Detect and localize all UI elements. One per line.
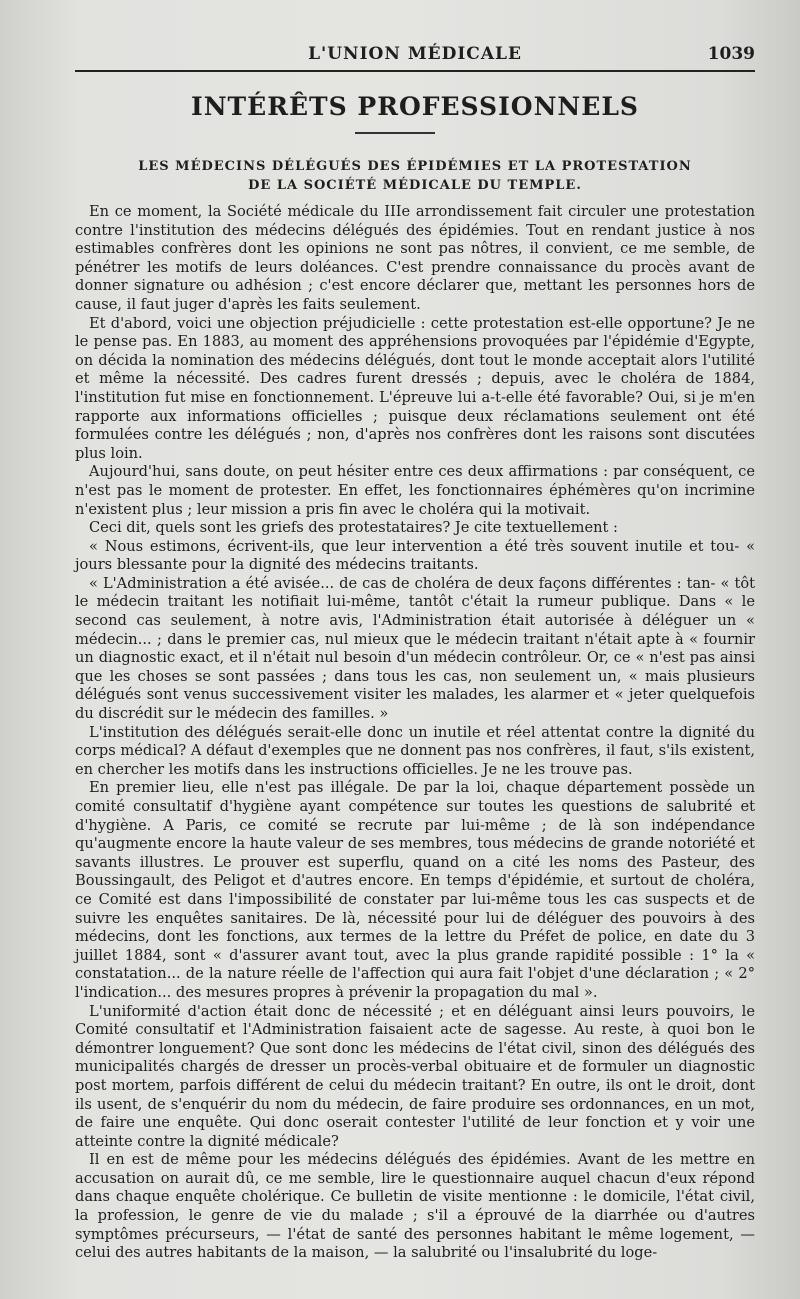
running-title: L'UNION MÉDICALE bbox=[308, 44, 522, 64]
article-subtitle bbox=[120, 157, 710, 195]
subtitle-line-2: DE LA SOCIÉTÉ MÉDICALE DU TEMPLE. bbox=[248, 178, 582, 193]
paragraph: Ceci dit, quels sont les griefs des protestataires? Je cite textuellement : bbox=[89, 519, 618, 537]
page-header bbox=[75, 40, 755, 72]
paragraph: Et d'abord, voici une objection préjudicielle : cette protestation est-elle opportune? Je ne le pense pas. En 1883, au moment des appréhensions provoquées par l'épidémie d'Egypte, on décida la nomination des médecins délégués, dont tout le monde acceptait alors l'utilité et même la nécessité. Des cadres furent dressés ; depuis, avec le choléra de 1884, l'institution fut mise en fonctionnement. L'épreuve lui a-t-elle été favorable? Oui, si je m'en rapporte aux informations officielles ; puisque deux réclamations seulement ont été formulées contre les délégués ; non, d'après nos confrères dont les raisons sont discutées plus loin. bbox=[75, 314, 755, 462]
title-rule bbox=[355, 132, 435, 134]
paragraph: L'uniformité d'action était donc de nécessité ; et en déléguant ainsi leurs pouvoirs, le Comité consultatif et l'Administration faisaient acte de sagesse. Au reste, à quoi bon le démontrer longuement? Que sont donc les médecins de l'état civil, sinon des délégués des municipalités chargés de dresser un procès-verbal obituaire et de formuler un diagnostic post mortem, parfois différent de celui du médecin traitant? En outre, ils ont le droit, dont ils usent, de s'enquérir du nom du médecin, de faire produire ses ordonnances, en un mot, de faire une enquête. Qui donc oserait contester l'utilité de leur fonction et y voir une atteinte contre la dignité médicale? bbox=[75, 1002, 755, 1150]
quotation-paragraph: « L'Administration a été avisée... de cas de choléra de deux façons différentes : tan- « tôt le médecin traitant les notifiait lui-même, tantôt c'était la rumeur publique. Dans « le second cas seulement, à notre avis, l'Administration était autorisée à déléguer un « médecin... ; dans le premier cas, nul mieux que le médecin traitant n'était apte à « fournir un diagnostic exact, et il n'était nul besoin d'un médecin contrôleur. Or, ce « n'est pas ainsi que les choses se sont passées ; dans tous les cas, non seulement un, « mais plusieurs délégués sont venus successivement visiter les malades, les alarmer et « jeter quelquefois du discrédit sur le médecin des familles. » bbox=[75, 574, 755, 723]
page-number: 1039 bbox=[707, 44, 755, 64]
quotation-paragraph: « Nous estimons, écrivent-ils, que leur intervention a été très souvent inutile et tou- « jours blessante pour la dignité des médecins traitants. bbox=[75, 537, 755, 574]
paragraph: Aujourd'hui, sans doute, on peut hésiter entre ces deux affirmations : par conséquent, ce n'est pas le moment de protester. En effet, les fonctionnaires éphémères qu'on incrimine n'existent plus ; leur mission a pris fin avec le choléra qui la motivait. bbox=[75, 463, 755, 518]
section-title: INTÉRÊTS PROFESSIONNELS bbox=[191, 92, 639, 121]
article-body bbox=[75, 203, 755, 1263]
paragraph: Il en est de même pour les médecins délégués des épidémies. Avant de les mettre en accusation on aurait dû, ce me semble, lire le questionnaire auquel chacun d'eux répond dans chaque enquête cholérique. Ce bulletin de visite mentionne : le domicile, l'état civil, la profession, le genre de vie du malade ; s'il a éprouvé de la diarrhée ou d'autres symptômes précurseurs, — l'état de santé des personnes habitant le même logement, — celui des autres habitants de la maison, — la salubrité ou l'insalubrité du loge- bbox=[75, 1151, 755, 1262]
subtitle-line-1: LES MÉDECINS DÉLÉGUÉS DES ÉPIDÉMIES ET LA PROTESTATION bbox=[138, 159, 692, 174]
paragraph: L'institution des délégués serait-elle donc un inutile et réel attentat contre la dignité du corps médical? A défaut d'exemples que ne donnent pas nos confrères, il faut, s'ils existent, en chercher les motifs dans les instructions officielles. Je ne les trouve pas. bbox=[75, 723, 755, 778]
paragraph: En premier lieu, elle n'est pas illégale. De par la loi, chaque département possède un comité consultatif d'hygiène ayant compétence sur toutes les questions de salubrité et d'hygiène. A Paris, ce comité se recrute par lui-même ; de là son indépendance qu'augmente encore la haute valeur de ses membres, tous médecins de grande notoriété et savants illustres. Le prouver est superflu, quand on a cité les noms des Pasteur, des Boussingault, des Peligot et d'autres encore. En temps d'épidémie, et surtout de choléra, ce Comité est dans l'impossibilité de constater par lui-même tous les cas suspects et de suivre les enquêtes sanitaires. De là, nécessité pour lui de déléguer des pouvoirs à des médecins, dont les fonctions, aux termes de la lettre du Préfet de police, en date du 3 juillet 1884, sont « d'assurer avant tout, avec la plus grande rapidité possible : 1° la « constatation... de la nature réelle de l'affection qui aura fait l'objet d'une déclaration ; « 2° l'indication... des mesures propres à prévenir la propagation du mal ». bbox=[75, 779, 755, 1001]
paragraph: En ce moment, la Société médicale du IIIe arrondissement fait circuler une protestation contre l'institution des médecins délégués des épidémies. Tout en rendant justice à nos estimables confrères dont les opinions ne sont pas nôtres, il convient, ce me semble, de pénétrer les motifs de leurs doléances. C'est prendre connaissance du procès avant de donner signature ou adhésion ; c'est encore déclarer que, mettant les personnes hors de cause, il faut juger d'après les faits seulement. bbox=[75, 203, 755, 313]
